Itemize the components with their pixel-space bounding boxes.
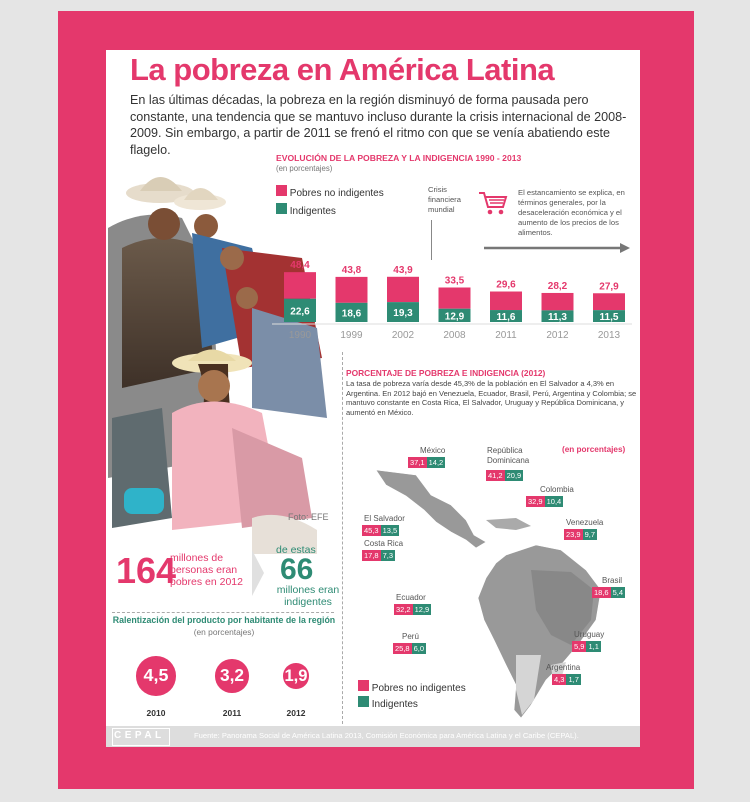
intro-text: En las últimas décadas, la pobreza en la región disminuyó de forma pausada pero constante, una tendencia que se mantuvo incluso durante la crisis internacional de 2008-2009. Sin embargo, a partir de 2011 se frenó el ritmo con que se venía abatiendo este flagelo. [130, 93, 627, 157]
bar-poor-2012 [542, 293, 574, 310]
bar-label-indigent-1999: 18,6 [341, 308, 362, 320]
bar-poor-2008 [439, 287, 471, 308]
growth-title: Ralentización del producto por habitante de la región [112, 615, 336, 625]
total-poor-text: millones de personas eran pobres en 2012 [170, 552, 243, 588]
growth-circle-2010: 4,5 [136, 656, 175, 695]
evolution-chart-title: EVOLUCIÓN DE LA POBREZA Y LA INDIGENCIA 1990 - 2013 [276, 153, 522, 163]
growth-year-2012: 2012 [286, 708, 306, 718]
map-poor-value-costa-rica: 17,8 [364, 551, 379, 560]
women-children-photo [106, 158, 337, 558]
source-note: Fuente: Panorama Social de América Latina 2013, Comisión Económica para América Latina y el Caribe (CEPAL). [194, 731, 579, 740]
tick-label-2011: 2011 [495, 330, 517, 341]
map-indigent-value-argentina: 1,7 [568, 675, 579, 684]
map-poor-value-argentina: 4,3 [554, 675, 565, 684]
bar-label-indigent-1990: 22,6 [290, 306, 310, 318]
bar-label-poor-2013: 27,9 [599, 281, 619, 293]
bar-label-indigent-2008: 12,9 [444, 311, 465, 323]
indigent-number: 66 [280, 553, 314, 586]
tick-label-2002: 2002 [391, 330, 415, 341]
poverty-evolution-chart [272, 225, 632, 347]
map-values-el-salvador [362, 525, 399, 536]
evolution-chart-subtitle: (en porcentajes) [276, 164, 333, 173]
bar-label-poor-2008: 33,5 [444, 275, 465, 287]
map-indigent-value-m-xico: 14,2 [428, 458, 444, 467]
growth-year-2010: 2010 [146, 708, 166, 718]
bar-label-indigent-2011: 11,6 [496, 312, 516, 324]
map-poor-value-venezuela: 23,9 [566, 530, 581, 539]
map-values-venezuela [564, 529, 597, 540]
map-values-costa-rica [362, 550, 395, 561]
indigent-text: millones eran indigentes [276, 584, 340, 608]
bar-label-poor-1990: 48,4 [290, 260, 310, 272]
bar-label-poor-2011: 29,6 [496, 279, 516, 291]
map-label-colombia: Colombia [540, 485, 574, 494]
map-label-venezuela: Venezuela [566, 518, 604, 527]
growth-circle-2011: 3,2 [215, 659, 248, 692]
map-indigent-value-uruguay: 1,1 [588, 642, 599, 651]
map-poor-value-brasil: 18,6 [594, 588, 609, 597]
crisis-note: Crisis financiera mundial [428, 185, 461, 214]
map-label-costa-rica: Costa Rica [364, 539, 404, 548]
map-legend-poor-label: Pobres no indigentes [371, 683, 466, 694]
tick-label-1999: 1999 [340, 330, 363, 341]
infographic-sheet [106, 50, 640, 747]
legend-indigent-swatch [276, 203, 287, 214]
map-legend-indigent-swatch [358, 696, 369, 707]
map-values-rep-blica-dominicana [486, 470, 523, 481]
bar-label-poor-1999: 43,8 [341, 264, 362, 276]
bar-poor-2011 [490, 292, 522, 311]
bar-poor-2013 [593, 293, 625, 310]
map-indigent-value-el-salvador: 13,5 [382, 526, 398, 535]
bar-label-poor-2002: 43,9 [393, 264, 413, 276]
map-legend-indigent [358, 696, 418, 710]
map-poor-value-colombia: 32,9 [528, 497, 543, 506]
stats-divider [112, 612, 334, 613]
tick-label-1990: 1990 [288, 330, 312, 341]
bar-poor-1990 [284, 272, 316, 299]
growth-subtitle: (en porcentajes) [193, 627, 255, 637]
of-these-text: de estas [276, 544, 316, 556]
growth-year-2011: 2011 [222, 708, 242, 718]
legend-indigent-label: Indigentes [289, 206, 336, 217]
map-label-el-salvador: El Salvador [364, 514, 405, 523]
stagnation-note: El estancamiento se explica, en términos generales, por la desaceleración económica y el aumento de los precios de los alimentos. [518, 188, 625, 237]
shopping-cart-icon [478, 190, 508, 216]
section-divider [342, 352, 344, 724]
map-description: La tasa de pobreza varía desde 45,3% de la población en El Salvador a 4,3% en Argentina. En 2012 bajó en Venezuela, Ecuador, Brasil, Perú, Argentina y Colombia; se mantuvo constante en Costa Rica, El Salvador, Uruguay y República Dominicana, y aumentó en México. [346, 379, 637, 417]
bar-label-poor-2012: 28,2 [547, 280, 568, 292]
map-label-m-xico: México [420, 446, 446, 455]
photo-credit: Foto: EFE [288, 512, 329, 522]
map-poor-value-m-xico: 37,1 [410, 458, 425, 467]
map-legend-indigent-label: Indigentes [371, 699, 418, 710]
cepal-logo: CEPAL [114, 730, 165, 741]
tick-label-2008: 2008 [443, 330, 466, 341]
map-values-ecuador [394, 604, 431, 615]
map-values-uruguay [572, 641, 601, 652]
tick-label-2012: 2012 [546, 330, 569, 341]
map-indigent-value-brasil: 5,4 [612, 588, 624, 597]
map-values-per- [393, 643, 426, 654]
growth-circle-2012: 1,9 [283, 663, 309, 689]
map-values-m-xico [408, 457, 445, 468]
map-label-per-: Perú [402, 632, 419, 641]
bar-label-indigent-2013: 11,5 [599, 312, 619, 324]
bar-label-indigent-2012: 11,3 [548, 312, 567, 324]
map-values-colombia [526, 496, 563, 507]
map-label-rep-blica-dominicana: República Dominicana [487, 446, 530, 465]
map-poor-value-uruguay: 5,9 [574, 642, 585, 651]
legend-indigent [276, 203, 336, 217]
map-label-uruguay: Uruguay [574, 630, 605, 639]
map-indigent-value-per-: 6,0 [413, 644, 425, 653]
map-values-brasil [592, 587, 625, 598]
map-indigent-value-colombia: 10,4 [546, 497, 562, 506]
map-poor-value-ecuador: 32,2 [396, 605, 411, 614]
map-legend-poor [358, 680, 466, 694]
tick-label-2013: 2013 [597, 330, 621, 341]
map-indigent-value-rep-blica-dominicana: 20,9 [506, 471, 522, 480]
map-poor-value-rep-blica-dominicana: 41,2 [488, 471, 503, 480]
map-legend-poor-swatch [358, 680, 369, 691]
legend-poor-swatch [276, 185, 287, 196]
map-unit-note: (en porcentajes) [562, 445, 626, 454]
map-indigent-value-venezuela: 9,7 [584, 530, 596, 539]
map-title: PORCENTAJE DE POBREZA E INDIGENCIA (2012) [346, 368, 546, 378]
map-indigent-value-costa-rica: 7,3 [382, 551, 394, 560]
bar-poor-1999 [336, 277, 368, 303]
map-label-ecuador: Ecuador [396, 593, 426, 602]
map-label-brasil: Brasil [602, 576, 623, 585]
map-label-argentina: Argentina [546, 663, 581, 672]
chevron-right-icon [252, 550, 264, 596]
legend-poor-label: Pobres no indigentes [289, 188, 384, 199]
map-poor-value-el-salvador: 45,3 [364, 526, 379, 535]
map-indigent-value-ecuador: 12,9 [414, 605, 430, 614]
map-values-argentina [552, 674, 581, 685]
bar-label-indigent-2002: 19,3 [393, 308, 413, 320]
legend-poor [276, 185, 384, 199]
bar-poor-2002 [387, 277, 419, 302]
total-poor-number: 164 [116, 550, 177, 591]
map-poor-value-per-: 25,8 [395, 644, 410, 653]
page-title: La pobreza en América Latina [130, 52, 555, 87]
